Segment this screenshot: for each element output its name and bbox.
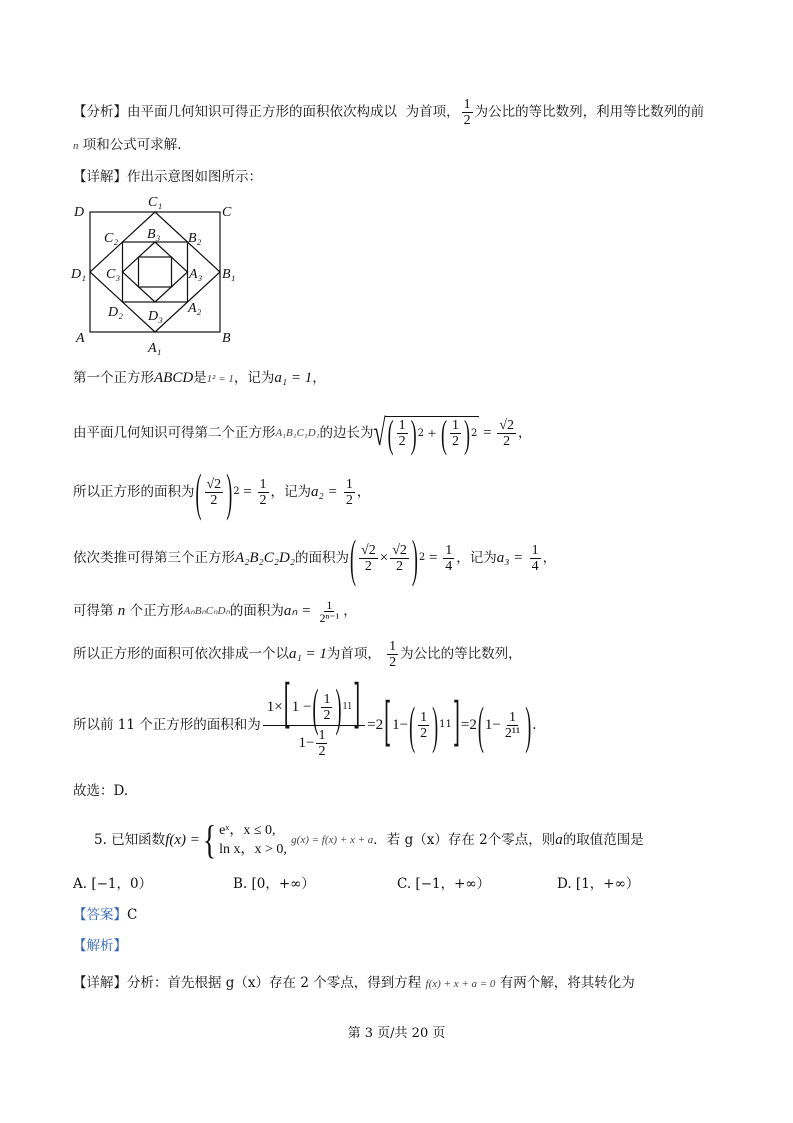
sum-fraction: 1× [ 1 − ( $\frac{1}{2}$ ) 11 ] 1 − $\frac{1}{2}$	[263, 690, 365, 761]
jiexi-label: 【解析】	[73, 938, 127, 954]
line-third-area: 依次类推可得第三个正方形 A₂B₂C₂D₂ 的面积为 ( $\frac{√2}{2}$ × $\frac{√2}{2}$ ) 2 = $\frac{1}{4}$ ，记为 a₃ = $\frac{1}{4}$ ，	[73, 529, 557, 587]
answer-pick: 故选：D.	[73, 783, 129, 799]
line1-pre: 第一个正方形	[73, 370, 154, 386]
label-C: C	[222, 205, 232, 220]
function-f: f(x) =	[165, 832, 200, 848]
n-symbol-2: n	[117, 603, 126, 619]
line3-pre: 所以正方形的面积为	[73, 484, 195, 500]
label-D2: D₂	[108, 305, 123, 320]
line1-mid: 是	[193, 370, 207, 386]
analysis-line-2	[73, 135, 182, 156]
label-A3: A₃	[189, 267, 203, 282]
square-a1b1c1d1-name: A₁B₁C₁D₁	[275, 427, 320, 439]
option-d[interactable]: D. [1，+∞）	[557, 876, 640, 892]
detail-label: 【详解】	[73, 169, 127, 185]
line-second-area: 所以正方形的面积为 ( $\frac{√2}{2}$ ) 2 = $\frac{1}{2}$ ，记为 a₂ = $\frac{1}{2}$ ，	[73, 463, 371, 521]
detail2-pre: 分析：首先根据 g（x）存在 2 个零点，得到方程	[127, 975, 422, 991]
line3-exp: 2	[233, 486, 240, 497]
square-a4b4c4d4	[139, 257, 172, 287]
analysis-text-4: 项和公式可求解.	[82, 137, 182, 153]
nested-squares-figure	[70, 192, 250, 357]
line5-mid2: 的面积为	[229, 603, 284, 619]
line7-pre: 所以前 11 个正方形的面积和为	[73, 717, 261, 733]
square-abcd-name: ABCD	[154, 370, 194, 386]
label-A: A	[76, 331, 85, 346]
line1-eq: 1² = 1	[206, 373, 234, 385]
line4-end: ，	[542, 550, 557, 566]
label-D1: D₁	[71, 267, 86, 282]
label-D3: D₃	[148, 309, 163, 324]
line3-post: ，记为	[270, 484, 312, 500]
square-a2b2c2d2	[123, 242, 188, 302]
answer-line	[73, 905, 137, 925]
side-length-sqrt: √ ( $\frac{1}{2}$ ) 2 + ( $\frac{1}{2}$ ) 2	[373, 410, 478, 456]
line-sum-formula: 所以前 11 个正方形的面积和为 1× [ 1 − ( $\frac{1}{2}$ ) 11 ] 1 − $\frac{1}{2}$ = 2 [ 1 − ( $\frac{1}{2}$ ) 11 ] = 2 ( 1 − $\frac{1}{\text{2¹¹}}$ ) .	[73, 675, 537, 759]
an-label: aₙ =	[283, 603, 312, 619]
a1-value-2: a₁ = 1	[289, 646, 327, 662]
line4-post: ，记为	[456, 550, 497, 566]
line4-pre: 依次类推可得第三个正方形	[73, 550, 235, 566]
detail-2-line	[73, 973, 635, 994]
line5-mid1: 个正方形	[129, 603, 184, 619]
square-a3b3c3d3	[123, 242, 188, 302]
detail2-label: 【详解】	[73, 975, 127, 991]
option-c[interactable]: C. [−1，+∞）	[397, 876, 491, 892]
analysis-label: 【分析】	[73, 104, 127, 120]
line1-end: ，	[312, 370, 326, 386]
line3-end: ，	[356, 484, 371, 500]
line4-mid: 的面积为	[295, 550, 350, 566]
line6-mid: 为首项，	[326, 646, 381, 662]
param-a: a	[555, 832, 563, 848]
function-g: g(x) = f(x) + x + a	[291, 834, 374, 846]
piecewise-cases	[219, 821, 287, 859]
label-B3: B₃	[147, 227, 161, 242]
question-pre: 已知函数	[111, 832, 166, 848]
analysis-text-2: 为首项，	[405, 104, 460, 120]
line-first-square	[73, 368, 326, 389]
detail2-equation: f(x) + x + a = 0	[425, 978, 496, 990]
option-b[interactable]: B. [0，+∞）	[233, 876, 315, 892]
a3-label: a₃ =	[496, 550, 524, 566]
line6-pre: 所以正方形的面积可依次排成一个以	[73, 646, 289, 662]
detail-text: 作出示意图如图所示：	[127, 169, 262, 185]
line6-end: 为公比的等比数列，	[400, 646, 522, 662]
n-symbol: n	[73, 140, 79, 152]
side-length-result: $\frac{√2}{2}$	[499, 417, 514, 449]
question-5: 5. 已知函数 f(x) = { eˣ，x ≤ 0, ln x，x > 0, g(x) = f(x) + x + a ．若 g（x）存在 2个零点，则 a 的取值范围是	[94, 817, 644, 862]
label-C3: C₃	[106, 267, 121, 282]
answer-label: 【答案】	[73, 907, 127, 923]
label-C1: C₁	[148, 195, 163, 210]
line2-end: ，	[517, 425, 532, 441]
page-footer: 第 3 页/共 20 页	[347, 1026, 446, 1041]
ratio-fraction: $\frac{1}{2}$	[463, 97, 471, 128]
a2-label: a₂ =	[311, 484, 338, 500]
line-geometric-sequence: 所以正方形的面积可依次排成一个以 a₁ = 1 为首项， $\frac{1}{2}$ 为公比的等比数列，	[73, 638, 522, 670]
label-B1: B₁	[222, 267, 236, 282]
analysis-text-3: 为公比的等比数列，利用等比数列的前	[474, 104, 705, 120]
line5-pre: 可得第	[73, 603, 114, 619]
detail2-post: 有两个解，将其转化为	[499, 975, 635, 991]
square-a2b2c2d2-name: A₂B₂C₂D₂	[235, 550, 296, 566]
question-mid: ．若 g（x）存在 2个零点，则	[373, 832, 556, 848]
case-2: ln x，x > 0,	[219, 842, 287, 857]
square-anbncndn-name: AₙBₙCₙDₙ	[183, 605, 230, 617]
line2-mid: 的边长为	[319, 425, 374, 441]
analysis-line-1	[73, 97, 704, 128]
detail-line	[73, 167, 262, 187]
line1-post: ，记为	[233, 370, 275, 386]
label-B: B	[222, 331, 231, 346]
case-1: eˣ，x ≤ 0,	[219, 823, 276, 838]
line5-end: ，	[343, 603, 357, 619]
label-D: D	[74, 205, 85, 220]
label-B2: B₂	[188, 231, 202, 246]
line-second-square: 由平面几何知识可得第二个正方形 A₁B₁C₁D₁ 的边长为 √ ( $\frac{1}{2}$ ) 2 + ( $\frac{1}{2}$ ) 2 = $\frac{√2}{2}$ ，	[73, 410, 532, 456]
line7-end: .	[532, 717, 537, 733]
analysis-text-1: 由平面几何知识可得正方形的面积依次构成以	[127, 104, 397, 120]
a1-value: a₁ = 1	[274, 370, 313, 386]
line-nth-area: 可得第 n 个正方形 AₙBₙCₙDₙ 的面积为 aₙ = $\frac{1}{\text{2ⁿ⁻¹}}$ ，	[73, 597, 357, 625]
label-A2: A₂	[188, 301, 202, 316]
label-A1: A₁	[148, 341, 162, 356]
answer-value: C	[127, 907, 138, 923]
option-a[interactable]: A. [−1，0）	[73, 876, 153, 892]
label-C2: C₂	[104, 231, 119, 246]
question-end: 的取值范围是	[562, 832, 644, 848]
line2-pre: 由平面几何知识可得第二个正方形	[73, 425, 276, 441]
question-number: 5.	[94, 832, 107, 848]
